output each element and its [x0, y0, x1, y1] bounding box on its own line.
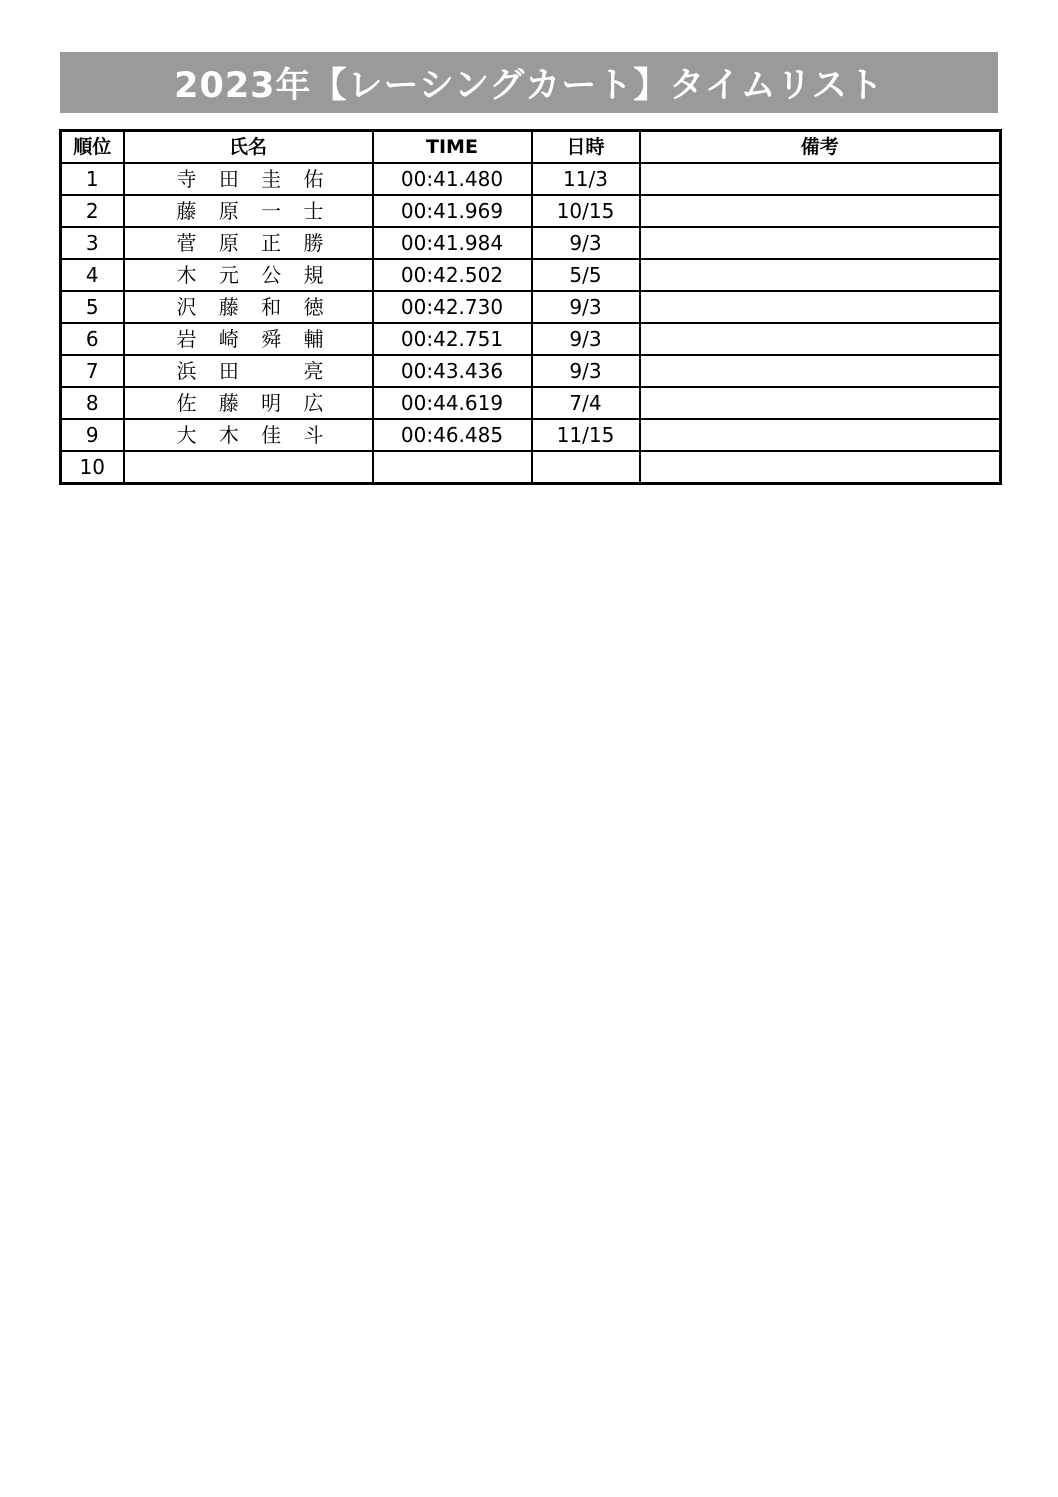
date-cell: 10/15: [532, 195, 640, 227]
name-cell: [124, 291, 373, 323]
note-cell: [640, 163, 1001, 195]
name-characters: [125, 420, 372, 450]
name-character: 斗: [303, 423, 324, 447]
date-cell: 11/3: [532, 163, 640, 195]
rank-cell: 1: [61, 163, 124, 195]
name-character: 原: [218, 231, 239, 255]
time-cell: 00:42.502: [373, 259, 532, 291]
name-cell: [124, 227, 373, 259]
name-cell: [124, 451, 373, 484]
name-character: 士: [303, 199, 324, 223]
name-character: 岩: [176, 327, 197, 351]
rank-cell: 3: [61, 227, 124, 259]
name-characters: [125, 196, 372, 226]
name-characters: [125, 292, 372, 322]
name-character: 藤: [218, 391, 239, 415]
table-row: [61, 163, 1001, 195]
date-cell: 9/3: [532, 291, 640, 323]
header-row: [61, 131, 1001, 164]
name-cell: [124, 323, 373, 355]
name-character: 佳: [261, 423, 282, 447]
name-characters: [125, 324, 372, 354]
name-header: 氏名: [124, 131, 373, 164]
rank-header: 順位: [61, 131, 124, 164]
name-character: 和: [261, 295, 282, 319]
date-cell: 9/3: [532, 227, 640, 259]
name-character: 田: [218, 359, 239, 383]
name-character: 崎: [218, 327, 239, 351]
time-cell: 00:46.485: [373, 419, 532, 451]
name-cell: [124, 387, 373, 419]
rank-cell: 10: [61, 451, 124, 484]
time-header: TIME: [373, 131, 532, 164]
table-row: [61, 259, 1001, 291]
time-cell: 00:41.969: [373, 195, 532, 227]
rank-cell: 2: [61, 195, 124, 227]
time-cell: 00:42.730: [373, 291, 532, 323]
name-characters: [125, 388, 372, 418]
date-cell: 9/3: [532, 323, 640, 355]
name-character: 圭: [261, 167, 282, 191]
name-cell: [124, 163, 373, 195]
table-row: [61, 195, 1001, 227]
note-header: 備考: [640, 131, 1001, 164]
name-character: 木: [176, 263, 197, 287]
table-row: [61, 291, 1001, 323]
name-cell: [124, 355, 373, 387]
time-cell: [373, 451, 532, 484]
date-cell: 9/3: [532, 355, 640, 387]
page-title: 2023年【レーシングカート】タイムリスト: [174, 65, 884, 106]
rank-cell: 9: [61, 419, 124, 451]
note-cell: [640, 387, 1001, 419]
name-character: 元: [218, 263, 239, 287]
name-characters: [125, 228, 372, 258]
name-character: 明: [261, 391, 282, 415]
date-cell: 7/4: [532, 387, 640, 419]
date-cell: 5/5: [532, 259, 640, 291]
name-character: 輔: [303, 327, 324, 351]
rank-cell: 7: [61, 355, 124, 387]
name-cell: [124, 195, 373, 227]
table-row: [61, 451, 1001, 484]
table-row: [61, 387, 1001, 419]
rank-cell: 4: [61, 259, 124, 291]
note-cell: [640, 419, 1001, 451]
name-character: [259, 356, 283, 386]
date-header: 日時: [532, 131, 640, 164]
name-cell: [124, 259, 373, 291]
name-character: 勝: [303, 231, 324, 255]
name-character: 藤: [176, 199, 197, 223]
time-cell: 00:43.436: [373, 355, 532, 387]
note-cell: [640, 355, 1001, 387]
date-cell: [532, 451, 640, 484]
name-character: 寺: [176, 167, 197, 191]
time-cell: 00:41.984: [373, 227, 532, 259]
name-character: 田: [218, 167, 239, 191]
name-character: 亮: [303, 359, 324, 383]
time-cell: 00:44.619: [373, 387, 532, 419]
note-cell: [640, 259, 1001, 291]
time-list-table: [59, 129, 1002, 485]
name-characters: [125, 260, 372, 290]
name-character: 佐: [176, 391, 197, 415]
name-characters: [125, 164, 372, 194]
name-characters: [125, 356, 372, 386]
note-cell: [640, 227, 1001, 259]
note-cell: [640, 195, 1001, 227]
name-character: 藤: [218, 295, 239, 319]
time-cell: 00:41.480: [373, 163, 532, 195]
name-character: 一: [261, 199, 282, 223]
rank-cell: 5: [61, 291, 124, 323]
rank-cell: 8: [61, 387, 124, 419]
name-cell: [124, 419, 373, 451]
note-cell: [640, 451, 1001, 484]
date-cell: 11/15: [532, 419, 640, 451]
name-character: 舜: [261, 327, 282, 351]
name-character: 広: [303, 391, 324, 415]
table-row: [61, 227, 1001, 259]
rank-cell: 6: [61, 323, 124, 355]
name-character: 公: [261, 263, 282, 287]
table-row: [61, 419, 1001, 451]
table-row: [61, 323, 1001, 355]
note-cell: [640, 291, 1001, 323]
name-character: 浜: [176, 359, 197, 383]
time-cell: 00:42.751: [373, 323, 532, 355]
name-character: 大: [176, 423, 197, 447]
note-cell: [640, 323, 1001, 355]
name-character: 徳: [303, 295, 324, 319]
table-body: [61, 163, 1001, 484]
name-character: 正: [261, 231, 282, 255]
name-character: 菅: [176, 231, 197, 255]
table-row: [61, 355, 1001, 387]
name-character: 規: [303, 263, 324, 287]
name-character: 木: [218, 423, 239, 447]
name-character: 佑: [303, 167, 324, 191]
name-character: 原: [218, 199, 239, 223]
name-character: 沢: [176, 295, 197, 319]
title-banner: [60, 52, 998, 113]
